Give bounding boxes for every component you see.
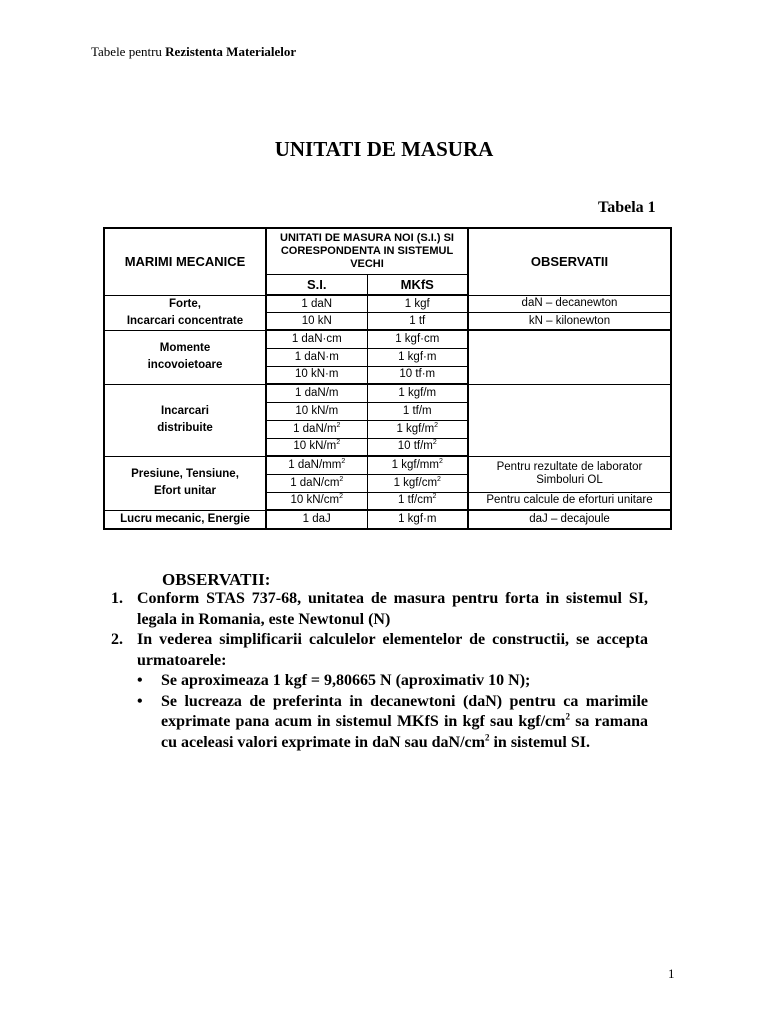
- bullet-text: Se aproximeaza 1 kgf = 9,80665 N (aproximativ 10 N);: [161, 672, 531, 689]
- mkfs-value: 1 tf/m: [367, 402, 468, 420]
- mkfs-value: [367, 492, 468, 510]
- unit-text: 1 daN/cm: [290, 476, 340, 489]
- si-value: 10 kN: [266, 313, 367, 331]
- col-header-mkfs: MKfS: [367, 274, 468, 295]
- unit-text: 10 kN/m: [293, 440, 337, 453]
- observation-cell: daN – decanewton: [468, 295, 671, 313]
- exponent: 2: [336, 439, 341, 447]
- observation-cell: Pentru calcule de eforturi unitare: [468, 492, 671, 510]
- unit-text: 1 kgf/m: [396, 422, 435, 435]
- category-forte: [104, 295, 266, 330]
- category-incarcari-distribuite: [104, 384, 266, 456]
- observation-line: Pentru rezultate de laborator: [496, 461, 643, 473]
- unit-text: 1 daN/m: [293, 422, 337, 435]
- mkfs-value: 1 kgf: [367, 295, 468, 313]
- observations-list: [111, 589, 648, 753]
- mkfs-value: 1 tf: [367, 313, 468, 331]
- exponent: 2: [432, 439, 437, 447]
- unit-text: 10 kN/cm: [290, 494, 340, 507]
- col-header-si: S.I.: [266, 274, 367, 295]
- exponent: 2: [432, 493, 437, 501]
- si-value: 1 daN: [266, 295, 367, 313]
- category-line: Incarcari: [161, 405, 209, 417]
- unit-text: 1 kgf/mm: [391, 458, 439, 471]
- mkfs-value: [367, 474, 468, 492]
- item-number: 2.: [111, 631, 123, 648]
- si-value: 1 daN·m: [266, 348, 367, 366]
- category-lucru-mecanic: Lucru mecanic, Energie: [104, 510, 266, 529]
- item-text: In vederea simplificarii calculelor elementelor de constructii, se accepta urmatoarele:: [137, 631, 648, 669]
- exponent: 2: [341, 457, 346, 465]
- bullet-item: [137, 692, 648, 754]
- bullet-text-part: in sistemul SI.: [489, 733, 590, 751]
- observation-cell-empty: [468, 384, 671, 456]
- mkfs-value: 1 kgf/m: [367, 384, 468, 402]
- exponent: 2: [484, 732, 490, 743]
- bullet-text: [161, 692, 648, 754]
- bullet-text-part: sa ramana cu aceleasi valori exprimate in daN sau daN/cm: [161, 713, 648, 751]
- si-value: 1 daN·cm: [266, 330, 367, 348]
- units-table: [103, 227, 672, 530]
- observations-title: OBSERVATII:: [162, 570, 271, 589]
- mkfs-value: [367, 420, 468, 438]
- si-value: [266, 492, 367, 510]
- exponent: 2: [437, 475, 441, 483]
- observation-cell: [468, 456, 671, 492]
- category-line: Incarcari concentrate: [126, 314, 244, 327]
- item-number: 1.: [111, 590, 123, 607]
- bullet-text-part: Se lucreaza de preferinta in decanewtoni (daN) pentru ca marimile exprimate pana acum in sistemul MKfS in kgf sau kgf/cm: [161, 692, 648, 730]
- category-line: distribuite: [157, 422, 213, 434]
- mkfs-value: 1 kgf·m: [367, 348, 468, 366]
- si-value: 10 kN/m: [266, 402, 367, 420]
- si-value: [266, 456, 367, 474]
- page-title: UNITATI DE MASURA: [274, 137, 494, 161]
- mkfs-value: 10 tf·m: [367, 366, 468, 384]
- bullet-icon: •: [137, 672, 143, 689]
- unit-text: 1 tf/cm: [398, 494, 433, 507]
- si-value: [266, 420, 367, 438]
- si-value: 10 kN·m: [266, 366, 367, 384]
- page-header: [91, 44, 296, 60]
- si-value: 1 daJ: [266, 510, 367, 529]
- observation-cell: daJ – decajoule: [468, 510, 671, 529]
- unit-text: 10 tf/m: [397, 440, 433, 453]
- exponent: 2: [565, 711, 570, 722]
- unit-text: 1 kgf/cm: [393, 476, 438, 489]
- col-header-group: UNITATI DE MASURA NOI (S.I.) SI CORESPONDENTA IN SISTEMUL VECHI: [266, 228, 468, 274]
- page-number: 1: [668, 966, 675, 981]
- exponent: 2: [339, 475, 344, 483]
- exponent: 2: [438, 457, 443, 465]
- observation-item: [111, 589, 648, 630]
- category-momente: [104, 330, 266, 384]
- category-line: Momente: [159, 342, 211, 354]
- header-prefix: Tabele pentru: [91, 44, 166, 59]
- header-subject: Rezistenta Materialelor: [165, 44, 297, 59]
- si-value: [266, 438, 367, 456]
- bullet-icon: •: [137, 692, 143, 710]
- col-header-marimi: MARIMI MECANICE: [104, 228, 266, 295]
- exponent: 2: [434, 421, 439, 429]
- bullet-list: [137, 671, 648, 753]
- category-line: Efort unitar: [154, 485, 216, 497]
- mkfs-value: 1 kgf·cm: [367, 330, 468, 348]
- bullet-item: [137, 671, 648, 692]
- si-value: [266, 474, 367, 492]
- observation-item: [111, 630, 648, 671]
- mkfs-value: [367, 456, 468, 474]
- item-text: Conform STAS 737-68, unitatea de masura pentru forta in sistemul SI, legala in Romania, este Newtonul (N): [137, 590, 648, 628]
- unit-text: 1 daN/mm: [288, 458, 342, 471]
- category-line: Forte,: [169, 297, 201, 310]
- category-presiune: [104, 456, 266, 510]
- table-label: Tabela 1: [598, 199, 656, 216]
- col-header-observatii: OBSERVATII: [468, 228, 671, 295]
- si-value: 1 daN/m: [266, 384, 367, 402]
- category-line: incovoietoare: [147, 359, 223, 371]
- observation-line: Simboluri OL: [536, 474, 603, 486]
- mkfs-value: 1 kgf·m: [367, 510, 468, 529]
- observation-cell: kN – kilonewton: [468, 313, 671, 331]
- exponent: 2: [339, 493, 343, 501]
- exponent: 2: [336, 421, 341, 429]
- observation-cell-empty: [468, 330, 671, 384]
- category-line: Presiune, Tensiune,: [131, 468, 239, 480]
- mkfs-value: [367, 438, 468, 456]
